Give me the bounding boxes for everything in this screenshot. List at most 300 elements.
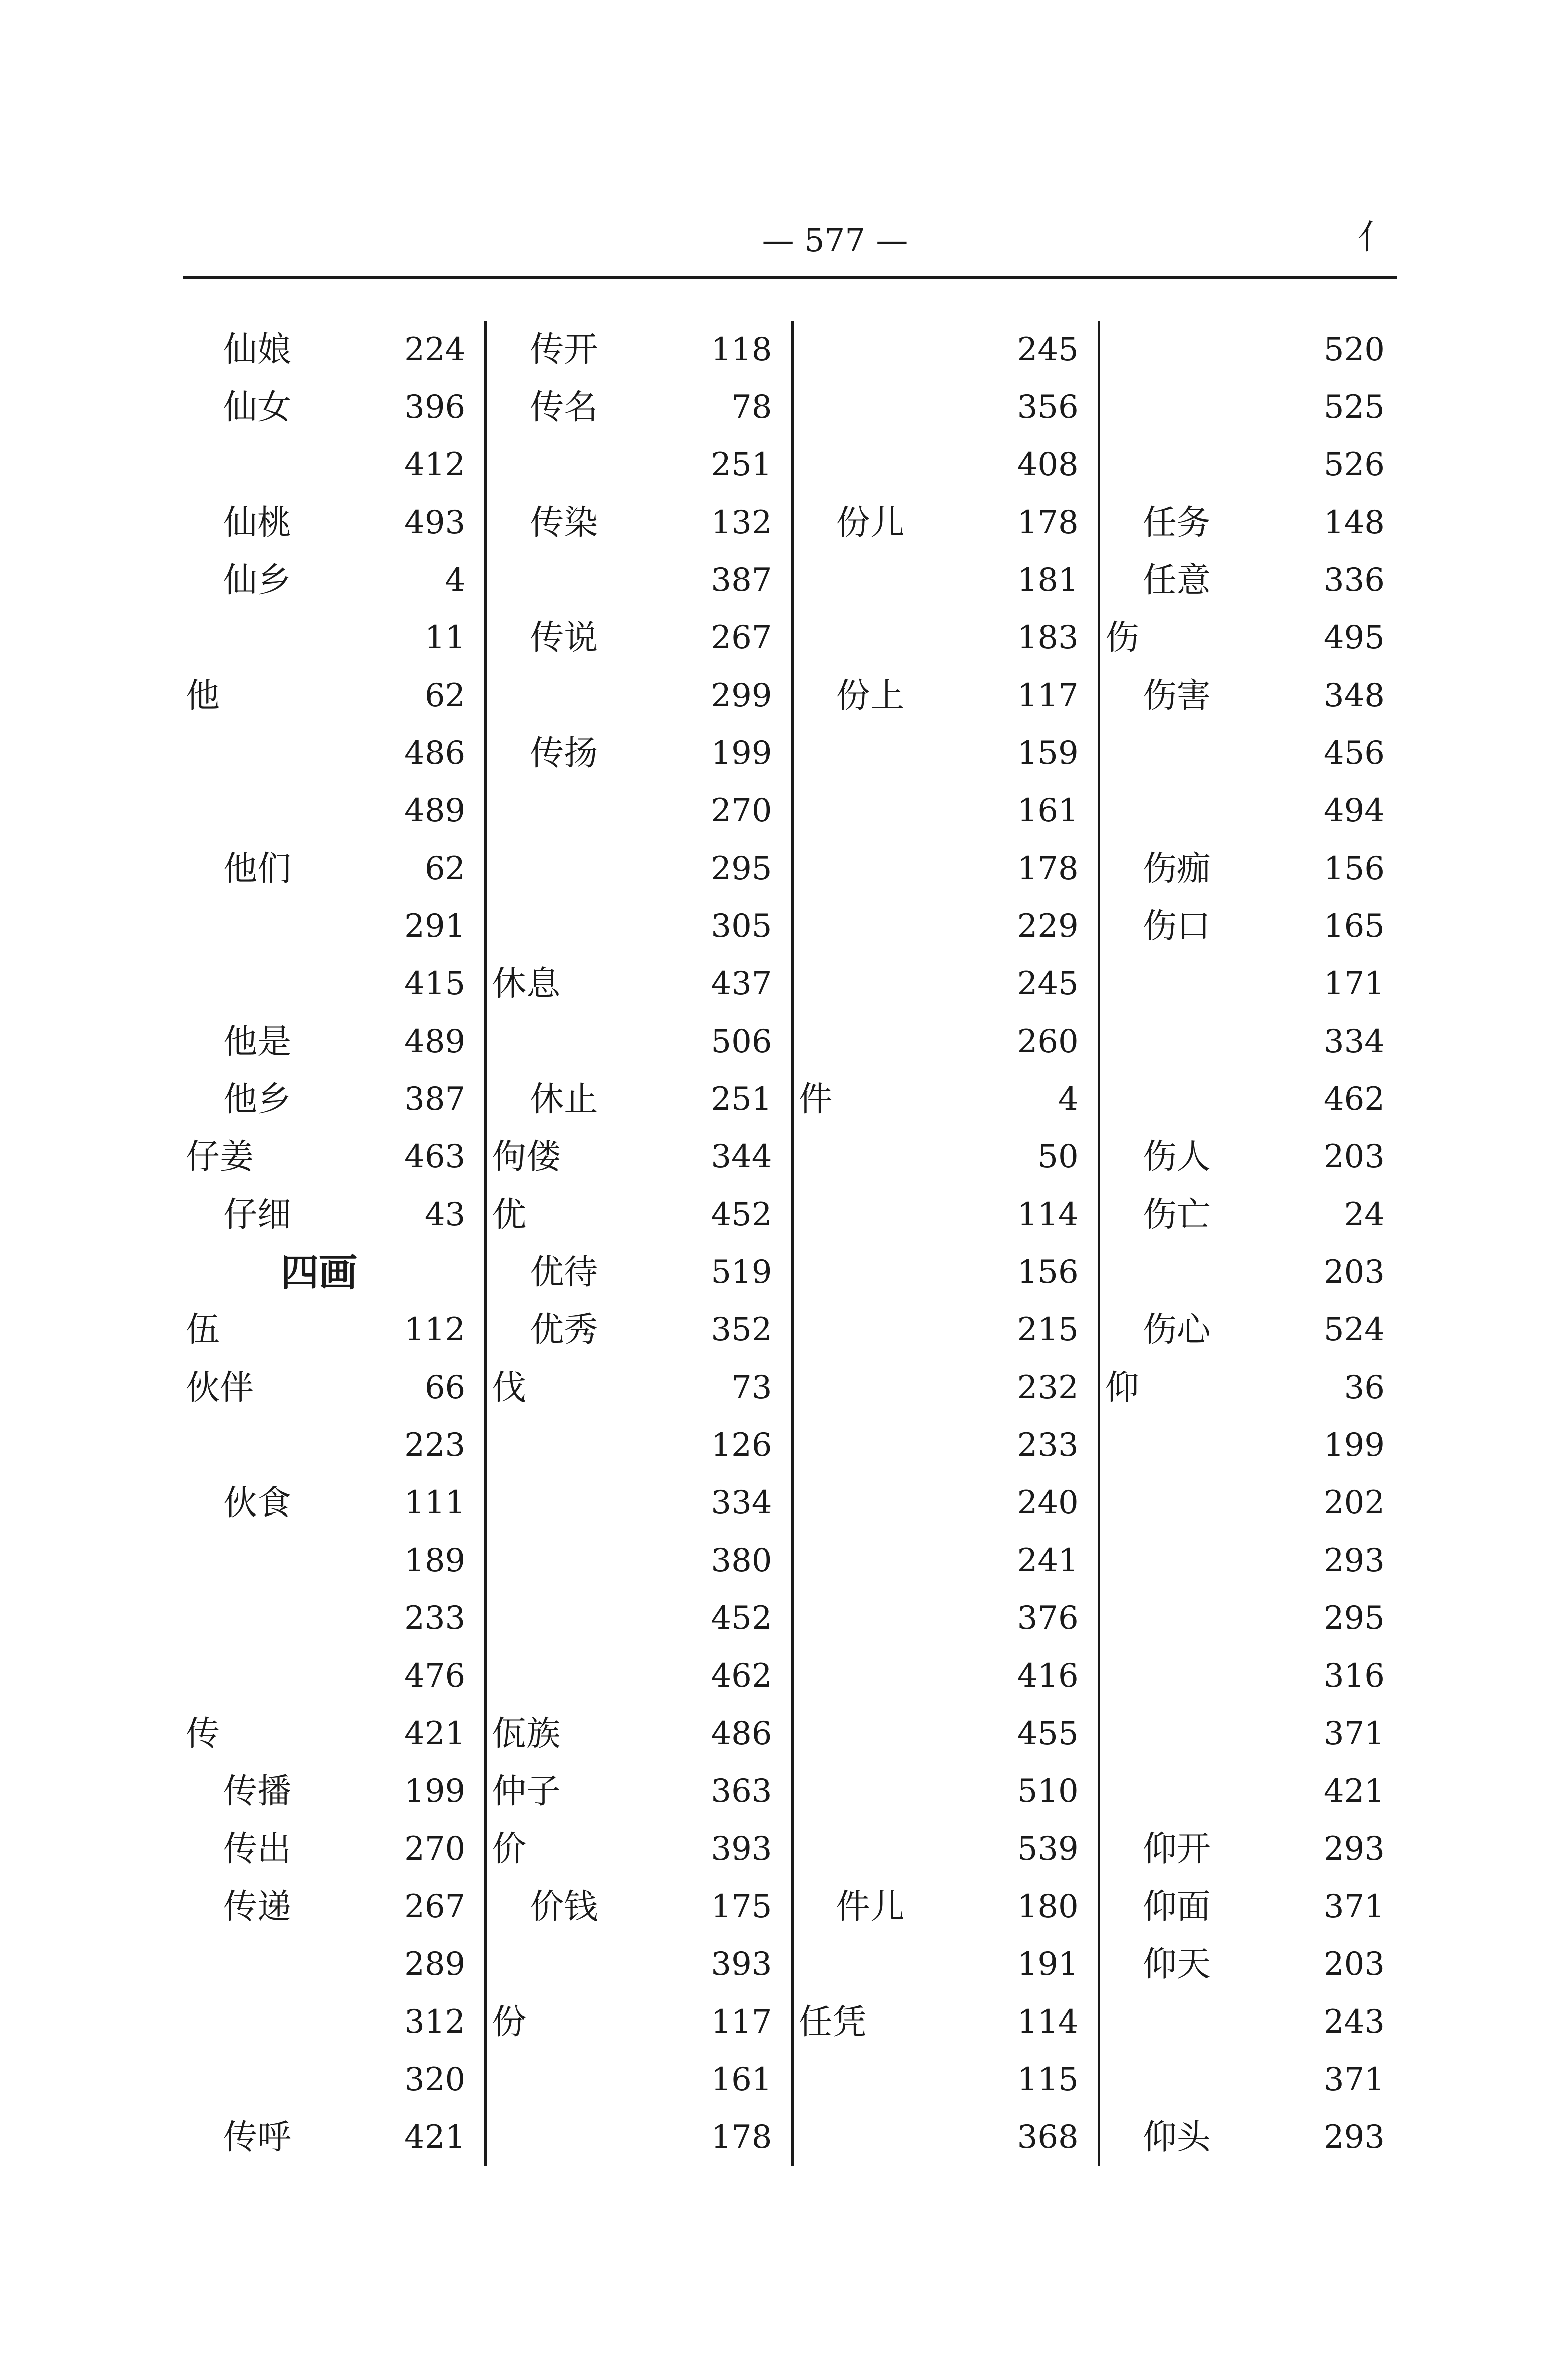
index-entry	[1100, 494, 1404, 552]
index-entry	[487, 1936, 791, 1993]
index-entry	[181, 667, 484, 725]
index-entry	[487, 1590, 791, 1647]
index-term: 仙娘	[223, 330, 292, 370]
index-term: 伤亡	[1142, 1195, 1211, 1235]
index-entry	[487, 1013, 791, 1071]
page-reference: 455	[1017, 1715, 1079, 1752]
page-reference: 387	[404, 1081, 466, 1118]
page-reference: 111	[404, 1484, 466, 1522]
index-term: 价钱	[530, 1887, 598, 1927]
index-entry	[794, 2051, 1098, 2109]
index-entry	[487, 321, 791, 379]
page-reference: 352	[711, 1311, 772, 1349]
index-entry	[794, 1301, 1098, 1359]
index-entry	[487, 609, 791, 667]
page-reference: 412	[404, 446, 466, 483]
page-reference: 267	[711, 619, 772, 656]
index-term: 伤	[1105, 618, 1139, 658]
page-reference: 519	[711, 1254, 772, 1291]
index-entry	[487, 2051, 791, 2109]
index-entry	[1100, 667, 1404, 725]
index-entry	[1100, 1590, 1404, 1647]
page-reference: 112	[404, 1311, 466, 1349]
page-reference: 291	[404, 908, 466, 945]
index-term: 休息	[492, 964, 561, 1004]
index-entry	[1100, 1071, 1404, 1128]
page-reference: 50	[1037, 1138, 1079, 1175]
index-entry	[487, 1417, 791, 1474]
index-term: 仰天	[1142, 1945, 1211, 1984]
index-entry	[794, 955, 1098, 1013]
page-reference: 233	[1017, 1427, 1079, 1464]
page-reference: 203	[1323, 1946, 1385, 1983]
page-reference: 312	[404, 2003, 466, 2041]
page-reference: 156	[1323, 850, 1385, 887]
index-entry	[794, 1936, 1098, 1993]
index-entry	[487, 898, 791, 955]
index-entry	[794, 1128, 1098, 1186]
index-entry	[1100, 1417, 1404, 1474]
page-reference: 114	[1017, 1196, 1079, 1233]
index-entry	[1100, 1532, 1404, 1590]
index-entry	[487, 1878, 791, 1936]
page-reference: 368	[1017, 2119, 1079, 2156]
index-entry	[487, 1763, 791, 1820]
page-reference: 421	[404, 2119, 466, 2156]
page-reference: 293	[1323, 1542, 1385, 1579]
index-entry	[1100, 321, 1404, 379]
page-reference: 344	[711, 1138, 772, 1175]
page-reference: 178	[1017, 850, 1079, 887]
index-entry	[487, 1071, 791, 1128]
page-reference: 178	[1017, 504, 1079, 541]
index-term: 伙食	[223, 1483, 292, 1523]
index-entry	[181, 2109, 484, 2166]
index-entry	[181, 379, 484, 436]
index-entry	[181, 1417, 484, 1474]
page-reference: 181	[1017, 562, 1079, 599]
index-entry	[181, 1186, 484, 1244]
index-entry	[487, 1820, 791, 1878]
page-reference: 115	[1017, 2061, 1079, 2098]
index-entry	[1100, 1936, 1404, 1993]
index-columns	[181, 321, 1404, 2176]
index-term: 他是	[223, 1022, 292, 1062]
page-reference: 421	[404, 1715, 466, 1752]
page-reference: 251	[711, 1081, 772, 1118]
index-entry	[181, 1474, 484, 1532]
page-reference: 437	[711, 965, 772, 1002]
index-entry	[181, 1763, 484, 1820]
page-reference: 117	[711, 2003, 772, 2041]
index-entry	[1100, 782, 1404, 840]
index-entry	[181, 1532, 484, 1590]
index-term: 传播	[223, 1772, 292, 1811]
page-number: — 577 —	[762, 222, 908, 259]
index-entry	[181, 1128, 484, 1186]
index-term: 伐	[492, 1368, 527, 1408]
index-term: 传说	[530, 618, 598, 658]
index-entry	[1100, 1993, 1404, 2051]
page-reference: 148	[1323, 504, 1385, 541]
page-reference: 295	[711, 850, 772, 887]
index-entry	[1100, 1128, 1404, 1186]
index-entry	[487, 1474, 791, 1532]
page-reference: 456	[1323, 735, 1385, 772]
page-reference: 4	[1058, 1081, 1079, 1118]
index-entry	[1100, 1013, 1404, 1071]
index-column	[1100, 321, 1404, 2166]
page-reference: 520	[1323, 331, 1385, 368]
index-entry	[794, 1878, 1098, 1936]
index-entry	[181, 1071, 484, 1128]
index-term: 件儿	[836, 1887, 905, 1927]
index-entry	[794, 667, 1098, 725]
index-term: 仰	[1105, 1368, 1139, 1408]
index-entry	[181, 552, 484, 609]
index-term: 他乡	[223, 1080, 292, 1119]
index-term: 仙女	[223, 388, 292, 427]
page-reference: 245	[1017, 331, 1079, 368]
index-term: 优待	[530, 1253, 598, 1292]
index-entry	[181, 782, 484, 840]
radical-label: 亻	[1357, 218, 1391, 257]
index-entry	[181, 1705, 484, 1763]
stroke-count-heading: 四画	[281, 1250, 357, 1295]
index-entry	[1100, 1244, 1404, 1301]
index-term: 伤痂	[1142, 849, 1211, 889]
index-term: 价	[492, 1829, 527, 1869]
index-entry	[794, 1705, 1098, 1763]
page-reference: 199	[1323, 1427, 1385, 1464]
index-entry	[181, 725, 484, 782]
index-entry	[794, 725, 1098, 782]
page-reference: 270	[404, 1830, 466, 1868]
page-reference: 416	[1017, 1657, 1079, 1695]
index-entry	[181, 1936, 484, 1993]
page-reference: 295	[1323, 1600, 1385, 1637]
page-reference: 524	[1323, 1311, 1385, 1349]
index-term: 仙乡	[223, 561, 292, 600]
page-reference: 289	[404, 1946, 466, 1983]
index-entry	[181, 436, 484, 494]
page-reference: 408	[1017, 446, 1079, 483]
index-entry	[794, 898, 1098, 955]
index-entry	[794, 1763, 1098, 1820]
index-term: 仰开	[1142, 1829, 1211, 1869]
page-reference: 489	[404, 1023, 466, 1060]
page-reference: 462	[711, 1657, 772, 1695]
page-reference: 132	[711, 504, 772, 541]
index-term: 传扬	[530, 734, 598, 773]
index-entry	[487, 1301, 791, 1359]
index-entry	[181, 1993, 484, 2051]
index-term: 仲子	[492, 1772, 561, 1811]
index-entry	[1100, 955, 1404, 1013]
page-reference: 293	[1323, 1830, 1385, 1868]
index-term: 仰面	[1142, 1887, 1211, 1927]
page-reference: 78	[731, 389, 772, 426]
index-entry	[1100, 840, 1404, 898]
index-entry	[794, 1013, 1098, 1071]
index-term: 伙伴	[186, 1368, 254, 1408]
index-column	[487, 321, 793, 2166]
index-entry	[794, 1244, 1098, 1301]
page-reference: 243	[1323, 2003, 1385, 2041]
index-entry	[181, 1878, 484, 1936]
index-entry	[487, 1359, 791, 1417]
index-entry	[487, 379, 791, 436]
index-term: 优	[492, 1195, 527, 1235]
page-reference: 363	[711, 1773, 772, 1810]
index-entry	[794, 1417, 1098, 1474]
index-entry	[487, 1532, 791, 1590]
index-term: 传染	[530, 503, 598, 543]
page-reference: 24	[1344, 1196, 1385, 1233]
page-reference: 486	[711, 1715, 772, 1752]
page-reference: 393	[711, 1946, 772, 1983]
page-reference: 260	[1017, 1023, 1079, 1060]
page-reference: 334	[1323, 1023, 1385, 1060]
index-term: 伍	[186, 1310, 220, 1350]
index-entry	[794, 840, 1098, 898]
index-entry	[487, 782, 791, 840]
index-entry	[181, 1359, 484, 1417]
index-entry	[794, 1359, 1098, 1417]
page-reference: 245	[1017, 965, 1079, 1002]
index-entry	[1100, 1878, 1404, 1936]
page-reference: 43	[424, 1196, 466, 1233]
page-reference: 233	[404, 1600, 466, 1637]
index-term: 传出	[223, 1829, 292, 1869]
page-reference: 165	[1323, 908, 1385, 945]
index-entry	[1100, 436, 1404, 494]
index-entry	[794, 1993, 1098, 2051]
index-entry	[487, 1244, 791, 1301]
index-entry	[1100, 898, 1404, 955]
index-term: 任意	[1142, 561, 1211, 600]
index-term: 伤心	[1142, 1310, 1211, 1350]
page-reference: 452	[711, 1196, 772, 1233]
index-entry	[1100, 725, 1404, 782]
index-entry	[794, 321, 1098, 379]
index-column	[181, 321, 487, 2166]
page-reference: 199	[711, 735, 772, 772]
index-entry	[181, 1244, 484, 1301]
index-entry	[487, 1993, 791, 2051]
page-reference: 62	[424, 850, 466, 887]
index-entry	[1100, 609, 1404, 667]
index-entry	[794, 782, 1098, 840]
index-entry	[181, 494, 484, 552]
index-entry	[487, 2109, 791, 2166]
index-entry	[794, 1474, 1098, 1532]
page-reference: 175	[711, 1888, 772, 1925]
index-term: 佝偻	[492, 1137, 561, 1177]
index-term: 件	[798, 1080, 833, 1119]
index-term: 仔姜	[186, 1137, 254, 1177]
page-reference: 203	[1323, 1254, 1385, 1291]
index-entry	[1100, 552, 1404, 609]
page-reference: 114	[1017, 2003, 1079, 2041]
index-entry	[181, 840, 484, 898]
page-reference: 156	[1017, 1254, 1079, 1291]
page-reference: 180	[1017, 1888, 1079, 1925]
index-entry	[794, 1647, 1098, 1705]
page-reference: 117	[1017, 677, 1079, 714]
index-entry	[487, 494, 791, 552]
page-reference: 476	[404, 1657, 466, 1695]
index-entry	[487, 1128, 791, 1186]
page-reference: 62	[424, 677, 466, 714]
index-term: 伤人	[1142, 1137, 1211, 1177]
index-term: 仙桃	[223, 503, 292, 543]
index-entry	[181, 609, 484, 667]
index-entry	[794, 1820, 1098, 1878]
index-entry	[181, 1013, 484, 1071]
index-entry	[487, 1705, 791, 1763]
page-reference: 229	[1017, 908, 1079, 945]
index-term: 休止	[530, 1080, 598, 1119]
index-entry	[1100, 1359, 1404, 1417]
page-reference: 526	[1323, 446, 1385, 483]
page-reference: 415	[404, 965, 466, 1002]
page-reference: 494	[1323, 792, 1385, 829]
page-reference: 159	[1017, 735, 1079, 772]
index-entry	[794, 436, 1098, 494]
page-reference: 183	[1017, 619, 1079, 656]
page-reference: 489	[404, 792, 466, 829]
page-reference: 334	[711, 1484, 772, 1522]
page-reference: 202	[1323, 1484, 1385, 1522]
index-entry	[794, 1590, 1098, 1647]
page-reference: 421	[1323, 1773, 1385, 1810]
page-reference: 11	[424, 619, 466, 656]
page-reference: 161	[1017, 792, 1079, 829]
index-entry	[1100, 1474, 1404, 1532]
page-reference: 525	[1323, 389, 1385, 426]
page-reference: 371	[1323, 2061, 1385, 2098]
index-term: 任务	[1142, 503, 1211, 543]
page-reference: 356	[1017, 389, 1079, 426]
index-entry	[487, 725, 791, 782]
index-entry	[181, 898, 484, 955]
page-reference: 371	[1323, 1715, 1385, 1752]
index-entry	[487, 1647, 791, 1705]
index-entry	[1100, 1763, 1404, 1820]
page-reference: 320	[404, 2061, 466, 2098]
index-entry	[794, 552, 1098, 609]
page-reference: 4	[445, 562, 466, 599]
page-reference: 215	[1017, 1311, 1079, 1349]
page-reference: 380	[711, 1542, 772, 1579]
index-entry	[487, 955, 791, 1013]
header-rule	[183, 276, 1397, 279]
page-reference: 267	[404, 1888, 466, 1925]
index-entry	[1100, 2051, 1404, 2109]
page-reference: 118	[711, 331, 772, 368]
page-reference: 452	[711, 1600, 772, 1637]
page-reference: 241	[1017, 1542, 1079, 1579]
index-entry	[794, 1532, 1098, 1590]
page-reference: 73	[731, 1369, 772, 1406]
index-entry	[794, 379, 1098, 436]
index-entry	[1100, 379, 1404, 436]
index-term: 传呼	[223, 2118, 292, 2157]
page-header	[183, 216, 1397, 271]
page-reference: 240	[1017, 1484, 1079, 1522]
index-term: 伤口	[1142, 907, 1211, 946]
index-entry	[487, 840, 791, 898]
index-term: 仔细	[223, 1195, 292, 1235]
page-reference: 396	[404, 389, 466, 426]
page-reference: 336	[1323, 562, 1385, 599]
page-reference: 224	[404, 331, 466, 368]
page-reference: 393	[711, 1830, 772, 1868]
page-reference: 539	[1017, 1830, 1079, 1868]
page-reference: 486	[404, 735, 466, 772]
page-reference: 387	[711, 562, 772, 599]
index-term: 任凭	[798, 2002, 867, 2042]
page-reference: 199	[404, 1773, 466, 1810]
index-entry	[181, 1820, 484, 1878]
index-term: 份儿	[836, 503, 905, 543]
index-entry	[1100, 1820, 1404, 1878]
page-reference: 495	[1323, 619, 1385, 656]
page-reference: 462	[1323, 1081, 1385, 1118]
index-entry	[181, 321, 484, 379]
page-reference: 463	[404, 1138, 466, 1175]
index-entry	[794, 1186, 1098, 1244]
index-entry	[794, 2109, 1098, 2166]
index-term: 传名	[530, 388, 598, 427]
index-term: 份上	[836, 676, 905, 716]
page-reference: 293	[1323, 2119, 1385, 2156]
page-reference: 376	[1017, 1600, 1079, 1637]
index-entry	[487, 667, 791, 725]
page-reference: 191	[1017, 1946, 1079, 1983]
index-term: 优秀	[530, 1310, 598, 1350]
index-entry	[1100, 1647, 1404, 1705]
index-term: 他们	[223, 849, 292, 889]
index-term: 佤族	[492, 1714, 561, 1754]
page-reference: 171	[1323, 965, 1385, 1002]
page-reference: 371	[1323, 1888, 1385, 1925]
page-reference: 348	[1323, 677, 1385, 714]
page-reference: 316	[1323, 1657, 1385, 1695]
index-term: 传	[186, 1714, 220, 1754]
page-reference: 510	[1017, 1773, 1079, 1810]
index-entry	[487, 436, 791, 494]
page-reference: 232	[1017, 1369, 1079, 1406]
index-entry	[1100, 2109, 1404, 2166]
page-reference: 126	[711, 1427, 772, 1464]
index-term: 传递	[223, 1887, 292, 1927]
page-reference: 251	[711, 446, 772, 483]
index-entry	[181, 1301, 484, 1359]
index-term: 仰头	[1142, 2118, 1211, 2157]
index-column	[794, 321, 1100, 2166]
page-reference: 189	[404, 1542, 466, 1579]
page-reference: 203	[1323, 1138, 1385, 1175]
index-entry	[794, 609, 1098, 667]
index-entry	[1100, 1186, 1404, 1244]
index-entry	[181, 955, 484, 1013]
page-reference: 66	[424, 1369, 466, 1406]
index-term: 他	[186, 676, 220, 716]
page-reference: 223	[404, 1427, 466, 1464]
page-reference: 299	[711, 677, 772, 714]
